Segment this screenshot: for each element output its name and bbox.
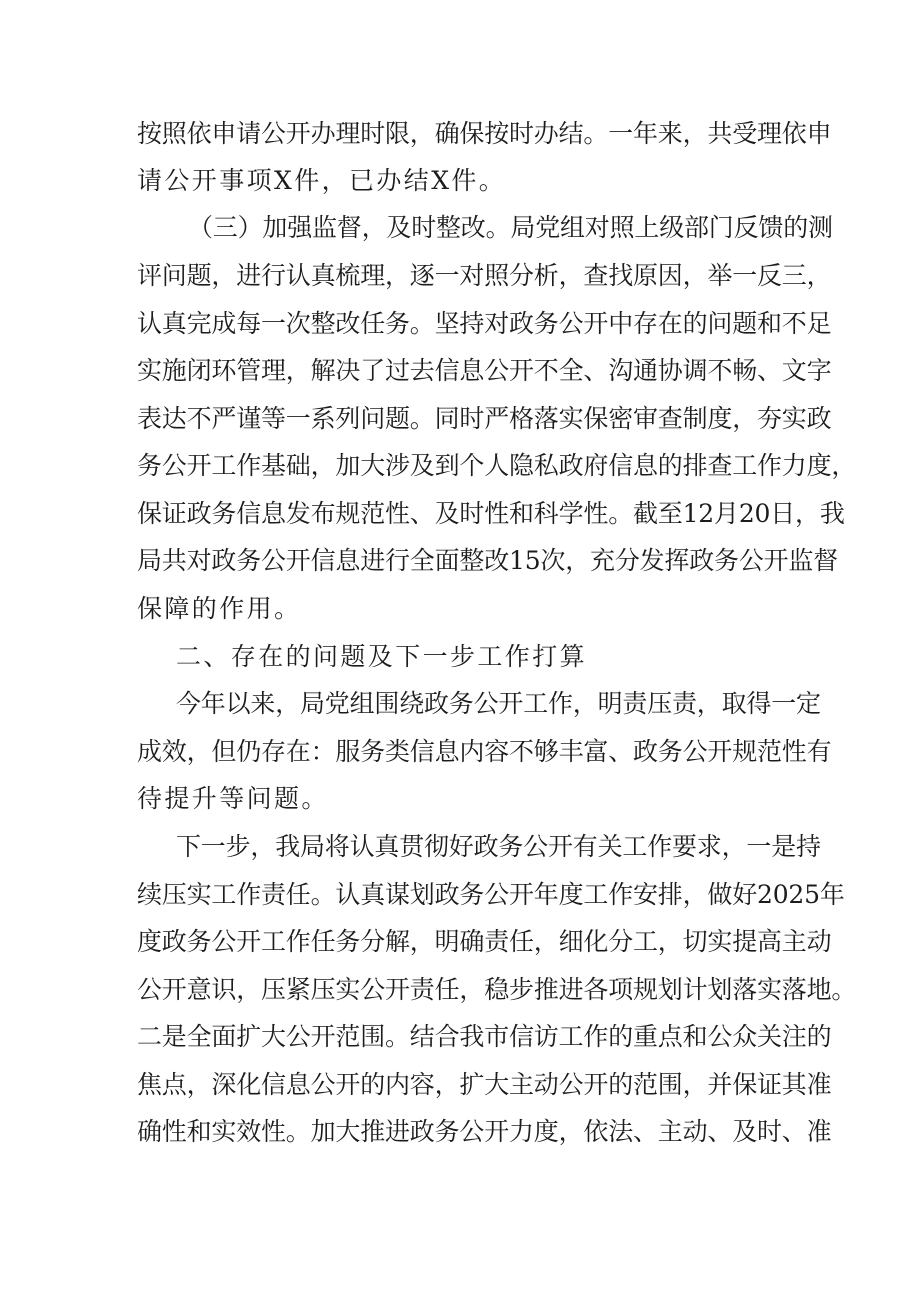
text-line: 请公开事项X件，已办结X件。 xyxy=(137,166,507,195)
text-line: 保证政务信息发布规范性、及时性和科学性。截至12月20日，我 xyxy=(137,499,845,528)
text-line: （三）加强监督，及时整改。局党组对照上级部门反馈的测 xyxy=(188,213,833,242)
text-line: 评问题，进行认真梳理，逐一对照分析，查找原因，举一反三， xyxy=(137,261,832,290)
text-line: 今年以来，局党组围绕政务公开工作，明责压责，取得一定 xyxy=(176,689,821,718)
text-line: 下一步，我局将认真贯彻好政务公开有关工作要求，一是持 xyxy=(176,832,821,861)
text-line: 待提升等问题。 xyxy=(137,784,329,813)
text-line: 度政务公开工作任务分解，明确责任，细化分工，切实提高主动 xyxy=(137,927,832,956)
text-line: 按照依申请公开办理时限，确保按时办结。一年来，共受理依申 xyxy=(137,119,832,148)
text-line: 实施闭环管理，解决了过去信息公开不全、沟通协调不畅、文字 xyxy=(137,356,832,385)
text-line: 续压实工作责任。认真谋划政务公开年度工作安排，做好2025年 xyxy=(137,880,845,909)
text-line: 局共对政务公开信息进行全面整改15次，充分发挥政务公开监督 xyxy=(137,546,839,575)
text-line: 确性和实效性。加大推进政务公开力度，依法、主动、及时、准 xyxy=(137,1117,832,1146)
text-line: 公开意识，压紧压实公开责任，稳步推进各项规划计划落实落地。 xyxy=(137,975,857,1004)
text-line: 务公开工作基础，加大涉及到个人隐私政府信息的排查工作力度， xyxy=(137,451,857,480)
text-line: 成效，但仍存在：服务类信息内容不够丰富、政务公开规范性有 xyxy=(137,737,832,766)
section-heading: 二、存在的问题及下一步工作打算 xyxy=(176,642,588,671)
text-line: 二是全面扩大公开范围。结合我市信访工作的重点和公众关注的 xyxy=(137,1022,832,1051)
text-line: 表达不严谨等一系列问题。同时严格落实保密审查制度，夯实政 xyxy=(137,404,832,433)
text-line: 认真完成每一次整改任务。坚持对政务公开中存在的问题和不足 xyxy=(137,309,832,338)
text-line: 焦点，深化信息公开的内容，扩大主动公开的范围，并保证其准 xyxy=(137,1070,832,1099)
text-line: 保障的作用。 xyxy=(137,594,302,623)
